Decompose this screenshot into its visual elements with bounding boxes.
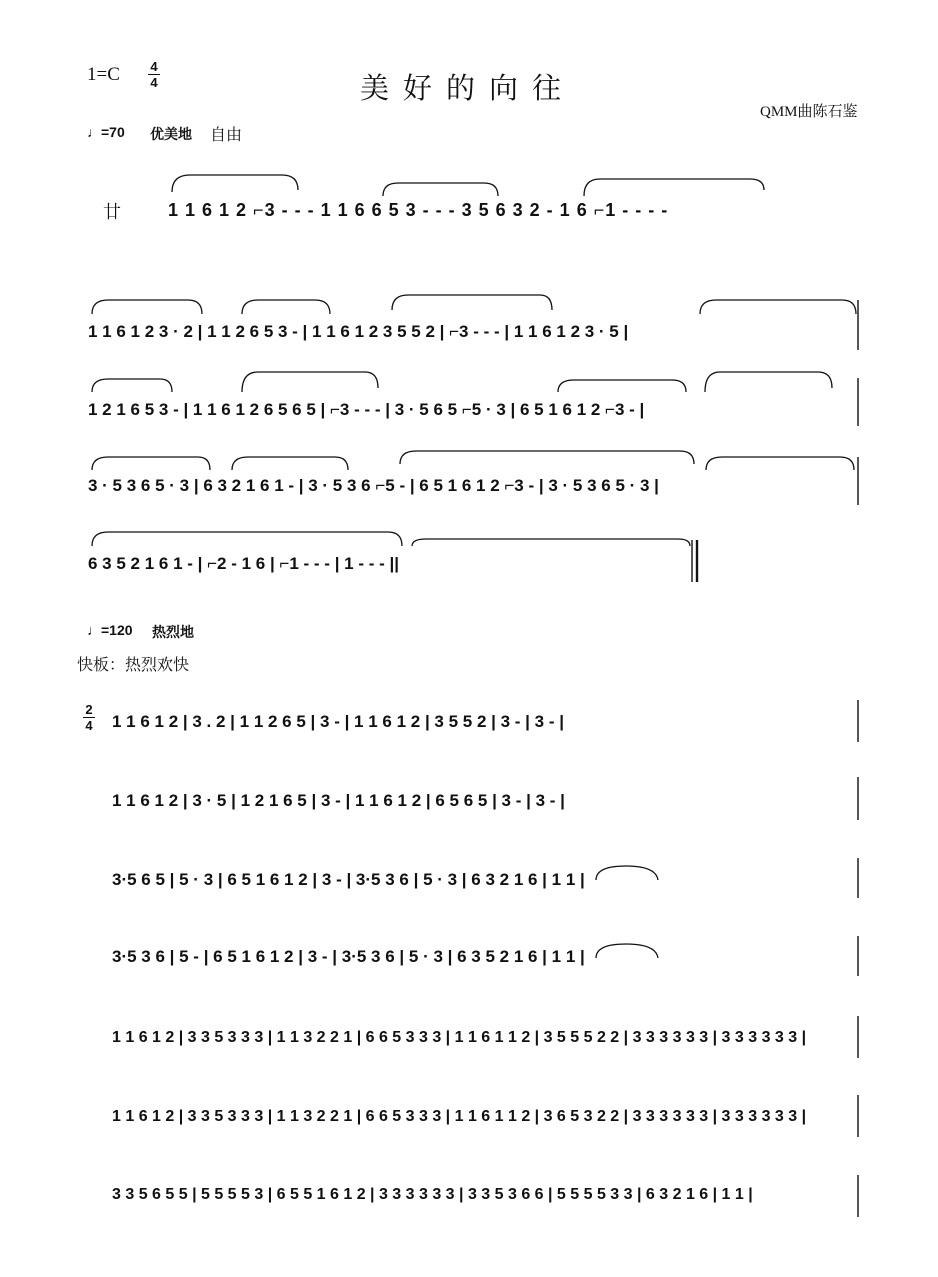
score-line-9: 1 1 6 1 2 | 3 3 5 3 3 3 | 1 1 3 2 2 1 | 6 6 5 3 3 3 | 1 1 6 1 1 2 | 3 5 5 5 2 2 | 3 3 3 3 3 3 | 3 3 3 3 3 3 | — [112, 1029, 807, 1046]
page-title: 美好的向往 — [360, 71, 576, 105]
section-subtitle: 快板：热烈欢快 — [77, 657, 190, 674]
time-signature-2-bottom: 4 — [85, 718, 93, 733]
free-rhythm-marker: 廿 — [103, 202, 121, 222]
time-signature-top: 4 — [150, 59, 158, 74]
time-signature-2-top: 2 — [85, 702, 93, 717]
time-signature-bottom: 4 — [150, 75, 158, 90]
barlines — [692, 300, 858, 1217]
score-line-10: 1 1 6 1 2 | 3 3 5 3 3 3 | 1 1 3 2 2 1 | 6 6 5 3 3 3 | 1 1 6 1 1 2 | 3 6 5 3 2 2 | 3 3 3 3 3 3 | 3 3 3 3 3 3 | — [112, 1108, 807, 1125]
composer-credit: QMM曲陈石鉴 — [760, 104, 858, 120]
tempo-marking-2: ♩=120 — [87, 622, 133, 638]
slur-marks — [92, 175, 856, 958]
score-line-3: 3 · 5 3 6 5 · 3 | 6 3 2 1 6 1 - | 3 · 5 3 6 ⌐5 - | 6 5 1 6 1 2 ⌐3 - | 3 · 5 3 6 5 · 3 | — [88, 476, 659, 495]
score-line-8: 3·5 3 6 | 5 - | 6 5 1 6 1 2 | 3 - | 3·5 3 6 | 5 · 3 | 6 3 5 2 1 6 | 1 1 | — [112, 947, 585, 966]
expression-marking-2: 热烈地 — [152, 624, 194, 640]
score-line-1: 1 1 6 1 2 3 · 2 | 1 1 2 6 5 3 - | 1 1 6 1 2 3 5 5 2 | ⌐3 - - - | 1 1 6 1 2 3 · 5 | — [88, 322, 629, 341]
tempo-marking-1: ♩=70 — [87, 124, 125, 140]
score-line-11: 3 3 5 6 5 5 | 5 5 5 5 3 | 6 5 5 1 6 1 2 | 3 3 3 3 3 3 | 3 3 5 3 6 6 | 5 5 5 5 3 3 | 6 3 2 1 6 | 1 1 | — [112, 1186, 753, 1203]
score-line-7: 3·5 6 5 | 5 · 3 | 6 5 1 6 1 2 | 3 - | 3·5 3 6 | 5 · 3 | 6 3 2 1 6 | 1 1 | — [112, 870, 585, 889]
score-line-5: 1 1 6 1 2 | 3 . 2 | 1 1 2 6 5 | 3 - | 1 1 6 1 2 | 3 5 5 2 | 3 - | 3 - | — [112, 712, 564, 731]
key-signature: 1=C — [87, 64, 120, 85]
expression-marking-free: 自由 — [210, 127, 243, 144]
score-line-2: 1 2 1 6 5 3 - | 1 1 6 1 2 6 5 6 5 | ⌐3 - - - | 3 · 5 6 5 ⌐5 · 3 | 6 5 1 6 1 2 ⌐3 - | — [88, 400, 645, 419]
expression-marking-1: 优美地 — [150, 126, 192, 142]
score-line-4: 6 3 5 2 1 6 1 - | ⌐2 - 1 6 | ⌐1 - - - | 1 - - - || — [88, 554, 400, 573]
score-line-6: 1 1 6 1 2 | 3 · 5 | 1 2 1 6 5 | 3 - | 1 1 6 1 2 | 6 5 6 5 | 3 - | 3 - | — [112, 791, 565, 810]
free-line: 1 1 6 1 2 ⌐3 - - - 1 1 6 6 5 3 - - - 3 5 6 3 2 - 1 6 ⌐1 - - - - — [168, 200, 669, 220]
